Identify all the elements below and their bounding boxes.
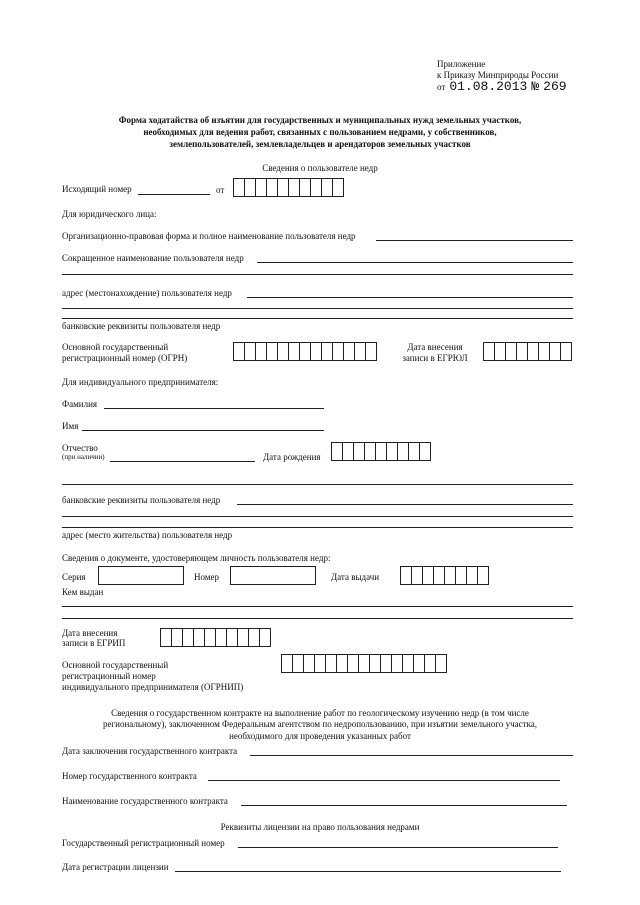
contract-name-field[interactable] <box>241 805 567 806</box>
ogrnip-cells[interactable] <box>281 654 447 673</box>
ogrn-label-1: Основной государственный <box>62 342 169 352</box>
bank-details-label: банковские реквизиты пользователя недр <box>62 321 221 331</box>
outgoing-date-cells[interactable] <box>233 178 344 197</box>
individual-bank-field[interactable] <box>237 504 573 505</box>
contract-heading-2: региональному), заключенном Федеральным агентством по недропользованию, при изъятии земельного участка, <box>102 719 538 729</box>
individual-bank-field-2[interactable] <box>62 516 573 517</box>
contract-heading-3: необходимого для проведения указанных работ <box>229 731 411 741</box>
egrul-date-label-1: Дата внесения <box>407 342 463 352</box>
birth-date-cells[interactable] <box>331 442 431 461</box>
annex-label: Приложение <box>437 59 486 69</box>
form-title-line-3: землепользователей, землевладельцев и арендаторов земельных участков <box>169 139 471 149</box>
egrul-date-label-2: записи в ЕГРЮЛ <box>402 353 468 363</box>
egrip-date-label-2: записи в ЕГРИП <box>62 638 126 648</box>
surname-field[interactable] <box>104 408 324 409</box>
issued-by-field-2[interactable] <box>62 618 573 619</box>
form-title-line-1: Форма ходатайства об изъятии для государственных и муниципальных нужд земельных участков, <box>118 115 522 125</box>
ogrnip-label-1: Основной государственный <box>62 660 169 670</box>
bank-details-field[interactable] <box>62 318 573 319</box>
individual-address-label: адрес (место жительства) пользователя недр <box>62 530 233 540</box>
individual-address-field[interactable] <box>62 527 573 528</box>
name-label: Имя <box>62 421 79 431</box>
contract-name-label: Наименование государственного контракта <box>62 796 228 806</box>
short-name-label: Сокращенное наименование пользователя недр <box>62 253 244 263</box>
patronymic-note: (при наличии) <box>62 453 105 461</box>
order-number-sign: № <box>531 79 540 94</box>
order-date: 01.08.2013 <box>449 79 528 94</box>
outgoing-number-field[interactable] <box>138 194 210 195</box>
order-reference: к Приказу Минприроды России <box>437 70 559 80</box>
individual-heading: Для индивидуального предпринимателя: <box>62 377 219 387</box>
license-reg-number-label: Государственный регистрационный номер <box>62 838 225 848</box>
name-field[interactable] <box>82 430 324 431</box>
doc-number-field[interactable] <box>230 566 316 585</box>
id-document-heading: Сведения о документе, удостоверяющем личность пользователя недр: <box>62 553 331 563</box>
org-form-name-label: Организационно-правовая форма и полное наименование пользователя недр <box>62 231 356 241</box>
issue-date-label: Дата выдачи <box>331 572 380 582</box>
doc-number-label: Номер <box>194 572 220 582</box>
license-heading: Реквизиты лицензии на право пользования недрами <box>220 822 420 832</box>
surname-label: Фамилия <box>62 399 98 409</box>
issued-by-field[interactable] <box>62 606 573 607</box>
ogrn-cells[interactable] <box>233 342 377 361</box>
input-cell[interactable] <box>419 442 431 461</box>
order-number: 269 <box>543 79 567 94</box>
ogrnip-label-3: индивидуального предпринимателя (ОГРНИП) <box>62 682 244 692</box>
input-cell[interactable] <box>560 342 572 361</box>
short-name-field-2[interactable] <box>62 274 573 275</box>
birth-date-label: Дата рождения <box>263 452 321 462</box>
ogrn-label-2: регистрационный номер (ОГРН) <box>62 353 188 363</box>
individual-line-1[interactable] <box>62 484 573 485</box>
license-reg-date-field[interactable] <box>175 871 561 872</box>
series-label: Серия <box>62 572 86 582</box>
from-label: от <box>216 185 225 195</box>
contract-date-field[interactable] <box>250 755 573 756</box>
form-title-line-2: необходимых для ведения работ, связанных с пользованием недрами, у собственников, <box>143 127 497 137</box>
input-cell[interactable] <box>332 178 344 197</box>
address-field[interactable] <box>247 297 573 298</box>
outgoing-number-label: Исходящий номер <box>62 184 132 194</box>
egrip-date-cells[interactable] <box>160 628 271 647</box>
input-cell[interactable] <box>365 342 377 361</box>
input-cell[interactable] <box>259 628 271 647</box>
input-cell[interactable] <box>477 566 489 585</box>
issue-date-cells[interactable] <box>400 566 489 585</box>
org-form-name-field[interactable] <box>376 240 573 241</box>
series-field[interactable] <box>98 566 184 585</box>
order-date-prefix: от <box>437 82 446 92</box>
address-label: адрес (местонахождение) пользователя недр <box>62 288 232 298</box>
license-reg-number-field[interactable] <box>238 847 558 848</box>
contract-number-label: Номер государственного контракта <box>62 771 197 781</box>
short-name-field[interactable] <box>257 262 573 263</box>
issued-by-label: Кем выдан <box>62 587 104 597</box>
contract-date-label: Дата заключения государственного контракта <box>62 746 238 756</box>
patronymic-field[interactable] <box>110 461 255 462</box>
ogrnip-label-2: регистрационный номер <box>62 671 156 681</box>
contract-number-field[interactable] <box>208 780 560 781</box>
order-date-line <box>437 79 567 94</box>
user-section-heading: Сведения о пользователе недр <box>262 163 378 173</box>
contract-heading-1: Сведения о государственном контракте на выполнение работ по геологическому изучению недр (в том числе <box>111 708 529 718</box>
input-cell[interactable] <box>435 654 447 673</box>
legal-entity-heading: Для юридического лица: <box>62 209 157 219</box>
patronymic-label: Отчество <box>62 443 98 453</box>
individual-bank-label: банковские реквизиты пользователя недр <box>62 495 221 505</box>
egrip-date-label-1: Дата внесения <box>62 628 118 638</box>
address-field-2[interactable] <box>62 308 573 309</box>
license-reg-date-label: Дата регистрации лицензии <box>62 862 169 872</box>
egrul-date-cells[interactable] <box>483 342 572 361</box>
